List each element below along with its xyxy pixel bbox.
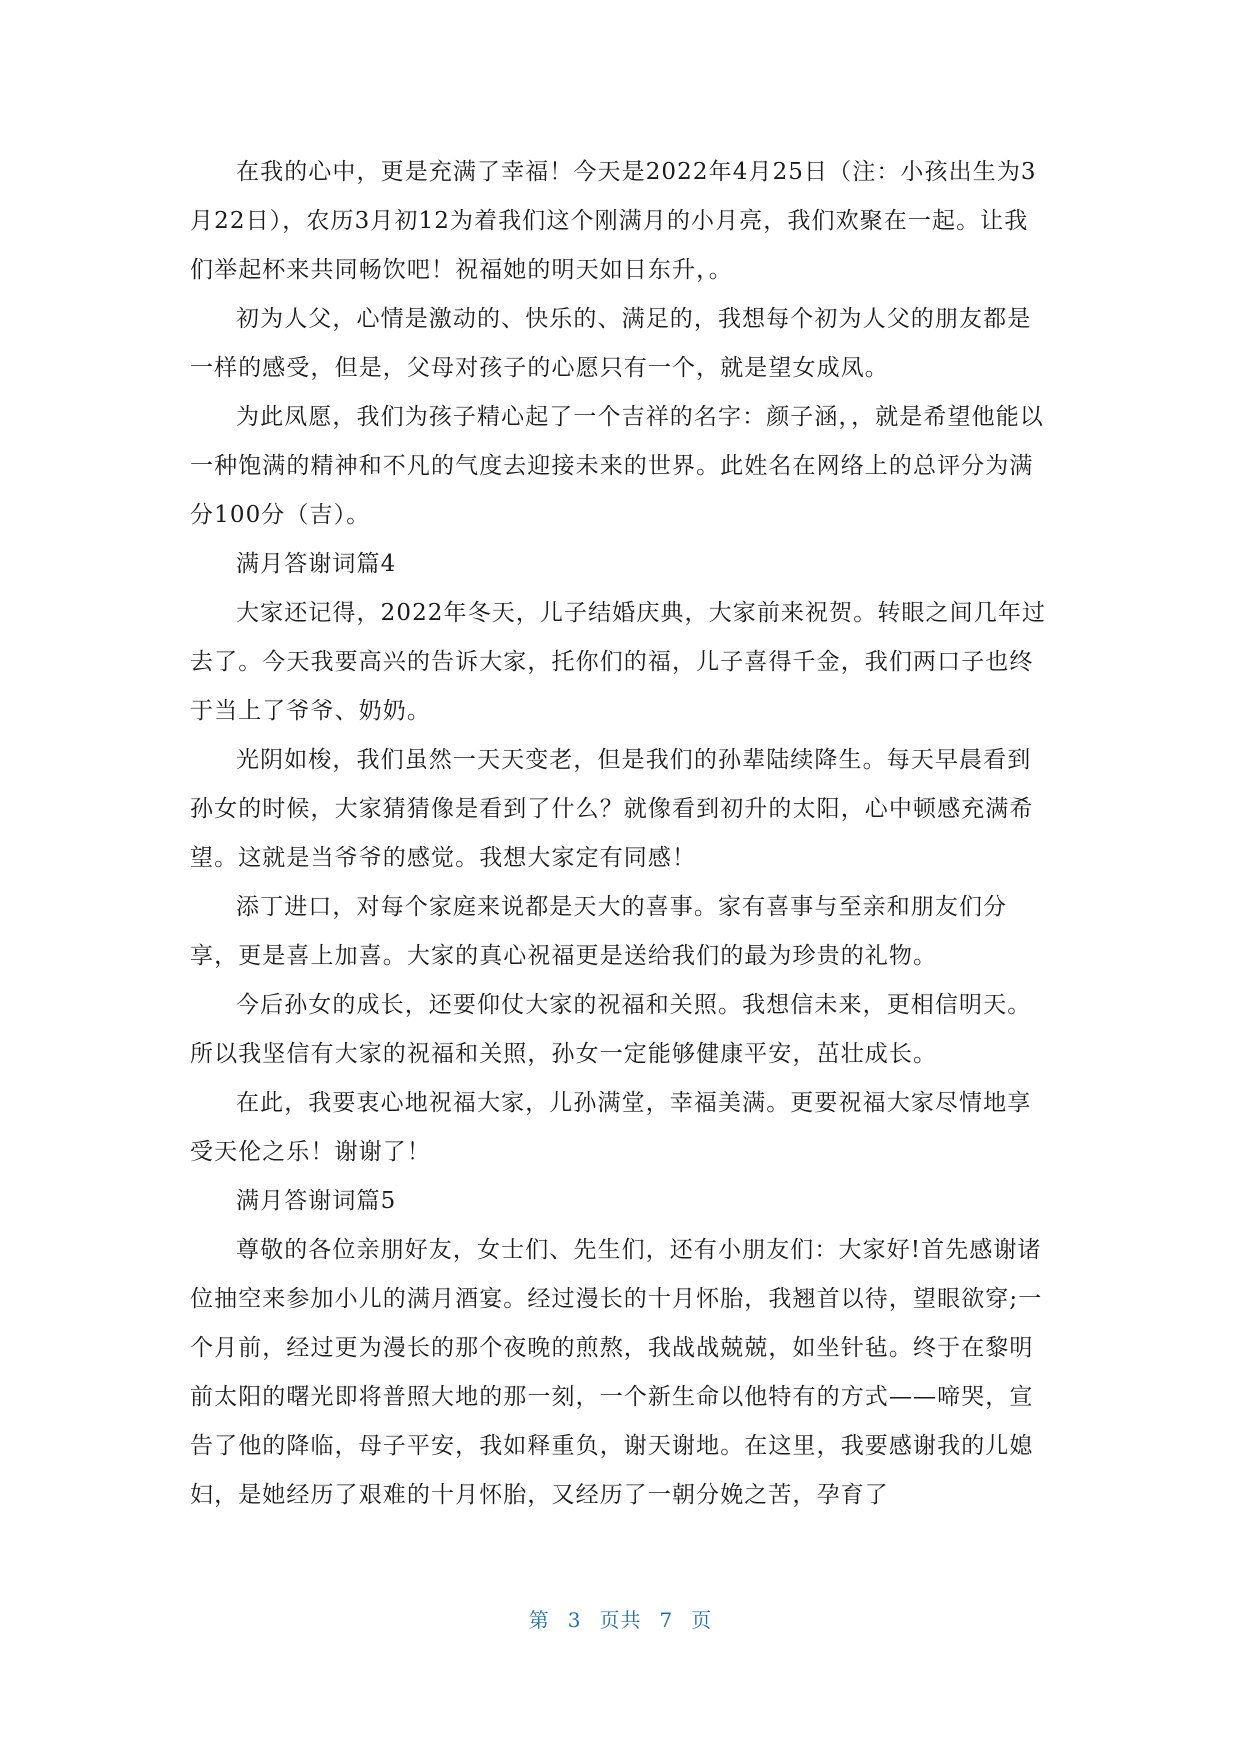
- paragraph: 初为人父，心情是激动的、快乐的、满足的，我想每个初为人父的朋友都是一样的感受，但是，父母对孩子的心愿只有一个，就是望女成凤。: [190, 306, 1032, 381]
- paragraph: 添丁进口，对每个家庭来说都是天大的喜事。家有喜事与至亲和朋友们分享，更是喜上加喜。大家的真心祝福更是送给我们的最为珍贵的礼物。: [190, 894, 1008, 969]
- footer-suffix: 页: [691, 1608, 713, 1632]
- section-heading: 满月答谢词篇5: [236, 1188, 397, 1214]
- footer-prefix: 第: [528, 1608, 550, 1632]
- paragraph: 大家还记得，2022年冬天，儿子结婚庆典，大家前来祝贺。转眼之间几年过去了。今天我要高兴的告诉大家，托你们的福，儿子喜得千金，我们两口子也终于当上了爷爷、奶奶。: [190, 600, 1047, 724]
- paragraph: 光阴如梭，我们虽然一天天变老，但是我们的孙辈陆续降生。每天早晨看到孙女的时候，大家猜猜像是看到了什么？就像看到初升的太阳，心中顿感充满希望。这就是当爷爷的感觉。我想大家定有同感！: [190, 747, 1034, 871]
- paragraph: 今后孙女的成长，还要仰仗大家的祝福和关照。我想信未来，更相信明天。所以我坚信有大家的祝福和关照，孙女一定能够健康平安，茁壮成长。: [190, 992, 1032, 1067]
- current-page-number: 3: [567, 1608, 582, 1632]
- paragraph: 尊敬的各位亲朋好友，女士们、先生们，还有小朋友们：大家好!首先感谢诸位抽空来参加小儿的满月酒宴。经过漫长的十月怀胎，我翘首以待，望眼欲穿;一个月前，经过更为漫长的那个夜晚的煎熬，我战战兢兢，如坐针毡。终于在黎明前太阳的曙光即将普照大地的那一刻，一个新生命以他特有的方式——啼哭，宣告了他的降临，母子平安，我如释重负，谢天谢地。在这里，我要感谢我的儿媳妇，是她经历了艰难的十月怀胎，又经历了一朝分娩之苦，孕育了: [190, 1237, 1043, 1508]
- total-page-number: 7: [659, 1608, 674, 1632]
- page-footer: [0, 1604, 1241, 1633]
- footer-middle: 页共: [599, 1608, 642, 1632]
- document-body: [190, 148, 1052, 1520]
- paragraph: 为此凤愿，我们为孩子精心起了一个吉祥的名字：颜子涵，，就是希望他能以一种饱满的精神和不凡的气度去迎接未来的世界。此姓名在网络上的总评分为满分100分（吉）。: [190, 404, 1044, 528]
- section-heading: 满月答谢词篇4: [236, 551, 397, 577]
- paragraph: 在此，我要衷心地祝福大家，儿孙满堂，幸福美满。更要祝福大家尽情地享受天伦之乐！谢谢了！: [190, 1090, 1032, 1165]
- paragraph: 在我的心中，更是充满了幸福！今天是2022年4月25日（注：小孩出生为3月22日），农历3月初12为着我们这个刚满月的小月亮，我们欢聚在一起。让我们举起杯来共同畅饮吧！祝福她的明天如日东升，。: [190, 159, 1037, 283]
